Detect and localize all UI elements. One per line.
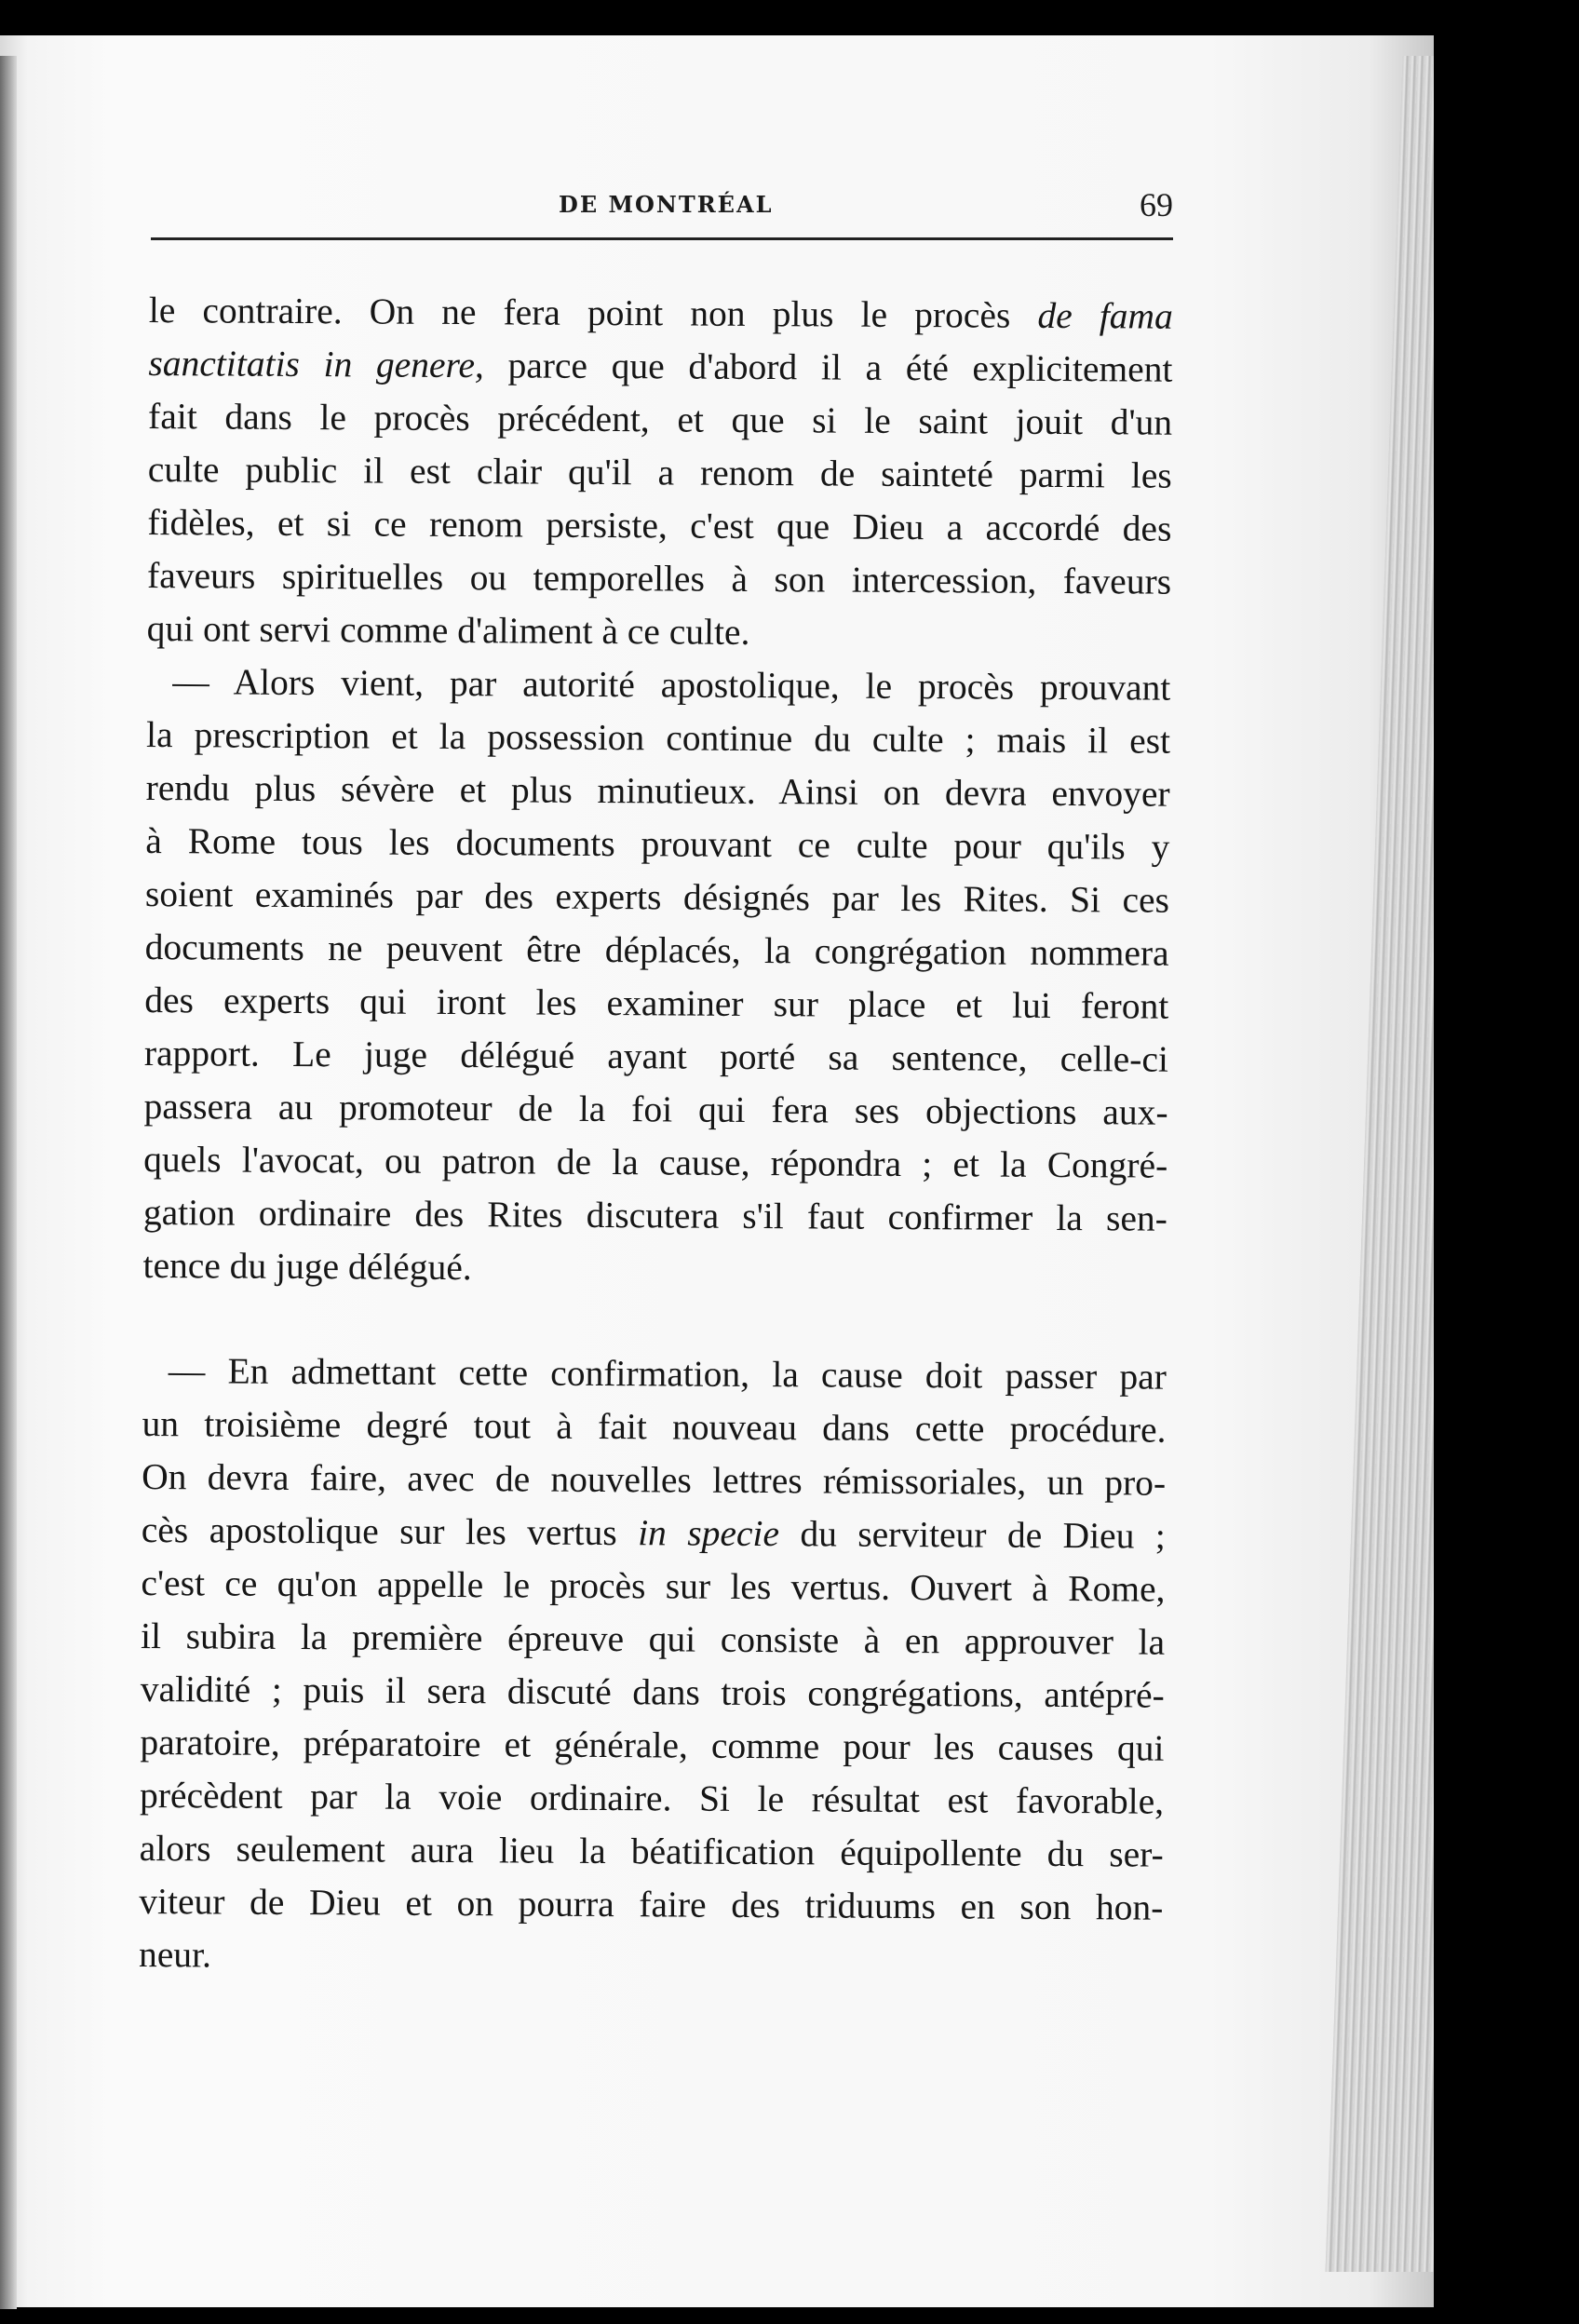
text-line: validité ; puis il sera discuté dans trois congrégations, antépré- [140, 1668, 1165, 1716]
running-head: DE MONTRÉAL [559, 191, 774, 218]
text-line: culte public il est clair qu'il a renom de sainteté parmi les [147, 448, 1172, 496]
text-line: le contraire. On ne fera point non plus le procès de fama [148, 289, 1173, 337]
text-line: documents ne peuvent être déplacés, la congrégation nommera [144, 926, 1169, 974]
text-line: gation ordinaire des Rites discutera s'il faut confirmer la sen- [142, 1191, 1168, 1239]
text-line: c'est ce qu'on appelle le procès sur les vertus. Ouvert à Rome, [141, 1561, 1166, 1610]
text-line: un troisième degré tout à fait nouveau dans cette procédure. [142, 1402, 1167, 1451]
paragraph-3 [139, 1344, 1167, 1988]
text-line: fait dans le procès précédent, et que si le saint jouit d'un [147, 395, 1173, 443]
paragraph-2 [142, 655, 1170, 1299]
paragraph-1 [147, 284, 1173, 662]
text-line: cès apostolique sur les vertus in specie du serviteur de Dieu ; [141, 1508, 1166, 1557]
text-line: il subira la première épreuve qui consiste à en approuver la [140, 1615, 1166, 1663]
text-line: viteur de Dieu et on pourra faire des triduums en son hon- [139, 1880, 1164, 1928]
text-line: passera au promoteur de la foi qui fera ses objections aux- [143, 1085, 1168, 1133]
text-line: sanctitatis in genere, parce que d'abord il a été explicitement [148, 342, 1173, 390]
text-line: tence du juge délégué. [142, 1244, 472, 1289]
text-line: — En admettant cette confirmation, la cause doit passer par [168, 1350, 1167, 1398]
text-line: rapport. Le juge délégué ayant porté sa sentence, celle-ci [143, 1032, 1169, 1080]
background-dark [1434, 0, 1579, 2324]
text-line: qui ont servi comme d'aliment à ce culte. [146, 607, 750, 653]
text-line: précèdent par la voie ordinaire. Si le résultat est favorable, [139, 1774, 1165, 1822]
text-line: à Rome tous les documents prouvant ce culte pour qu'ils y [145, 819, 1170, 868]
text-line: rendu plus sévère et plus minutieux. Ainsi on devra envoyer [145, 766, 1170, 815]
page-header [149, 186, 1173, 228]
text-line: faveurs spirituelles ou temporelles à son intercession, faveurs [146, 554, 1172, 602]
text-line: neur. [138, 1933, 212, 1976]
text-line: paratoire, préparatoire et générale, comme pour les causes qui [140, 1721, 1165, 1769]
text-line: On devra faire, avec de nouvelles lettres rémissoriales, un pro- [142, 1455, 1167, 1504]
text-line: alors seulement aura lieu la béatification équipollente du ser- [139, 1827, 1164, 1875]
text-line: quels l'avocat, ou patron de la cause, répondra ; et la Congré- [143, 1138, 1168, 1186]
text-line: soient examinés par des experts désignés par les Rites. Si ces [144, 872, 1170, 921]
body-text [139, 284, 1173, 1988]
page-gutter-shadow [0, 56, 17, 2309]
text-line: la prescription et la possession continue du culte ; mais il est [145, 713, 1171, 762]
header-rule [151, 237, 1173, 240]
text-line: fidèles, et si ce renom persiste, c'est que Dieu a accordé des [147, 501, 1172, 549]
page-number: 69 [1140, 186, 1173, 223]
text-line: — Alors vient, par autorité apostolique, le procès prouvant [172, 661, 1171, 709]
text-line: des experts qui iront les examiner sur place et lui feront [144, 979, 1169, 1027]
